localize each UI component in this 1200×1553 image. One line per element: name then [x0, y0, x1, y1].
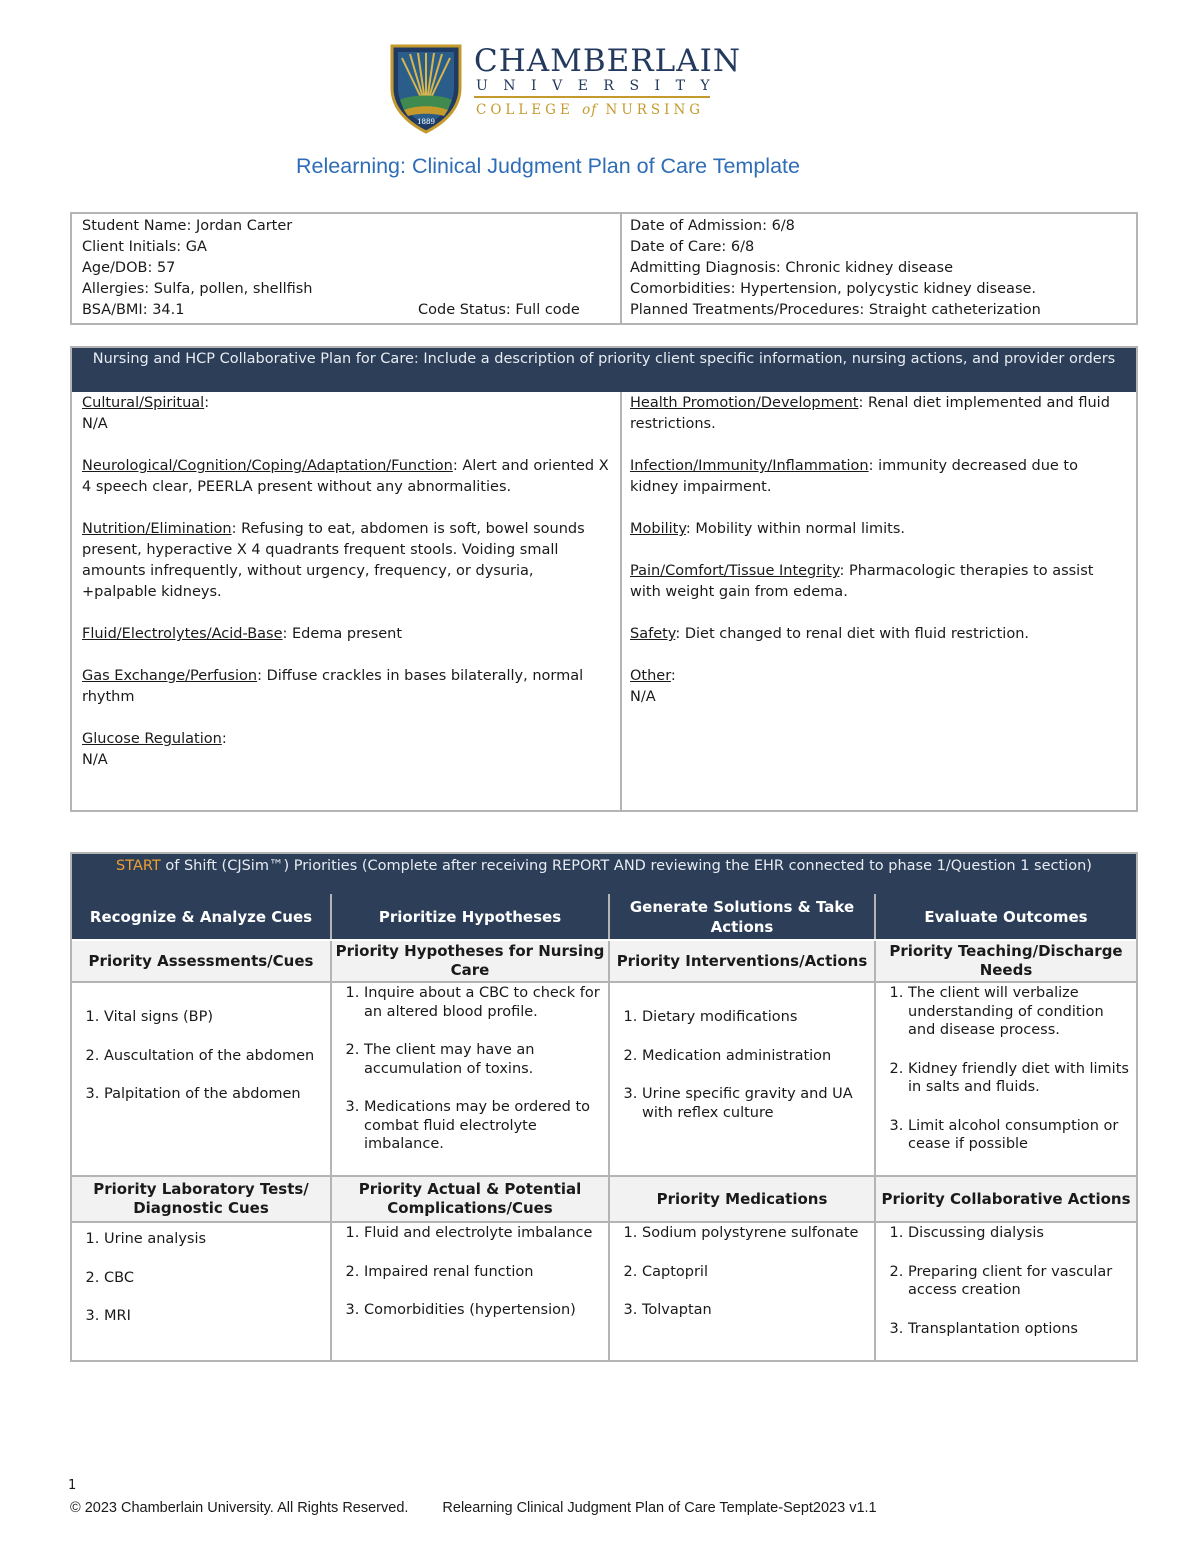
list-item: 3. Transplantation options — [908, 1320, 1130, 1339]
crest-year: 1889 — [417, 118, 435, 126]
client-info-right — [620, 214, 1136, 323]
section-colon: : — [868, 458, 874, 474]
section-text: N/A — [82, 752, 108, 768]
section-colon: : — [231, 521, 237, 537]
numbered-list — [332, 984, 602, 1154]
left-section-1 — [82, 456, 612, 498]
list-item: 1. Fluid and electrolyte imbalance — [364, 1224, 602, 1243]
list-item: 2. Kidney friendly diet with limits in salts and fluids. — [908, 1060, 1130, 1097]
section-text: Renal diet implemented and fluid restrictions. — [630, 395, 1110, 432]
generate-list — [610, 1222, 874, 1360]
left-section-2 — [82, 519, 612, 603]
prioritize-subheader-1: Priority Hypotheses for Nursing Care — [332, 940, 608, 982]
left-section-3 — [82, 624, 612, 645]
shield-crest-icon — [390, 44, 462, 134]
right-section-5 — [630, 666, 1128, 708]
row-divider — [72, 981, 1136, 983]
list-item: 3. MRI — [104, 1307, 324, 1326]
section-colon: : — [839, 563, 845, 579]
list-item: 3. Palpitation of the abdomen — [104, 1085, 324, 1104]
client-initials: Client Initials: GA — [82, 239, 207, 255]
numbered-list — [610, 1008, 868, 1122]
section-label: Other — [630, 668, 671, 684]
date-of-admission: Date of Admission: 6/8 — [630, 218, 795, 234]
list-item: 3. Tolvaptan — [642, 1301, 868, 1320]
section-text: N/A — [630, 689, 656, 705]
priorities-table — [70, 852, 1138, 1362]
start-label: START — [116, 858, 161, 874]
numbered-list — [876, 1224, 1130, 1338]
evaluate-subheader-2: Priority Collaborative Actions — [876, 1176, 1136, 1222]
section-text: Mobility within normal limits. — [690, 521, 906, 537]
section-colon: : — [257, 668, 262, 684]
footer — [70, 1500, 877, 1516]
right-section-4 — [630, 624, 1128, 645]
allergies: Allergies: Sulfa, pollen, shellfish — [82, 281, 313, 297]
list-item: 3. Medications may be ordered to combat fluid electrolyte imbalance. — [364, 1098, 602, 1154]
collaborative-plan-table — [70, 346, 1138, 812]
column-divider — [608, 894, 610, 1360]
section-colon: : — [452, 458, 458, 474]
list-item: 2. Captopril — [642, 1263, 868, 1282]
generate-subheader-1: Priority Interventions/Actions — [610, 940, 874, 982]
left-section-5 — [82, 729, 612, 771]
collaborative-plan-header: Nursing and HCP Collaborative Plan for Care: Include a description of priority client specific information, nursing actions, and provider orders — [72, 348, 1136, 392]
section-colon: : — [858, 395, 864, 411]
left-section-4 — [82, 666, 612, 708]
section-colon: : — [204, 395, 210, 411]
generate-column-header: Generate Solutions & Take Actions — [610, 894, 874, 940]
university-logo — [390, 43, 741, 136]
left-section-0 — [82, 393, 612, 435]
document-name: Relearning Clinical Judgment Plan of Care Template-Sept2023 v1.1 — [442, 1500, 877, 1516]
section-label: Fluid/Electrolytes/Acid-Base — [82, 626, 283, 642]
list-item: 3. Comorbidities (hypertension) — [364, 1301, 602, 1320]
section-label: Health Promotion/Development — [630, 395, 859, 411]
section-colon: : — [282, 626, 288, 642]
list-item: 2. Auscultation of the abdomen — [104, 1047, 324, 1066]
numbered-list — [72, 1230, 324, 1326]
numbered-list — [72, 1008, 324, 1104]
numbered-list — [332, 1224, 602, 1320]
right-section-2 — [630, 519, 1128, 540]
logo-university: UNIVERSITY — [476, 78, 726, 94]
section-text: N/A — [82, 416, 108, 432]
right-section-3 — [630, 561, 1128, 603]
row-divider — [72, 1175, 1136, 1177]
section-label: Safety — [630, 626, 676, 642]
section-label: Mobility — [630, 521, 686, 537]
priorities-header — [72, 854, 1136, 894]
recognize-subheader-2: Priority Laboratory Tests/ Diagnostic Cues — [72, 1176, 330, 1222]
section-text: immunity decreased due to kidney impairment. — [630, 458, 1078, 495]
recognize-subheader-1: Priority Assessments/Cues — [72, 940, 330, 982]
list-item: 1. Sodium polystyrene sulfonate — [642, 1224, 868, 1243]
section-text: Edema present — [287, 626, 403, 642]
list-item: 1. The client will verbalize understanding of condition and disease process. — [908, 984, 1130, 1040]
list-item: 1. Inquire about a CBC to check for an altered blood profile. — [364, 984, 602, 1021]
age-dob: Age/DOB: 57 — [82, 260, 176, 276]
prioritize-list — [332, 1222, 608, 1360]
list-item: 1. Dietary modifications — [642, 1008, 868, 1027]
section-label: Infection/Immunity/Inflammation — [630, 458, 869, 474]
evaluate-column-header: Evaluate Outcomes — [876, 894, 1136, 940]
logo-divider — [474, 96, 710, 98]
column-divider — [874, 894, 876, 1360]
collaborative-plan-right — [620, 392, 1136, 810]
section-colon: : — [685, 521, 691, 537]
section-label: Nutrition/Elimination — [82, 521, 232, 537]
bsa-bmi: BSA/BMI: 34.1 — [82, 302, 185, 318]
bsa-bmi-row — [82, 300, 620, 321]
copyright: © 2023 Chamberlain University. All Rights Reserved. — [70, 1500, 409, 1516]
priorities-header-text: of Shift (CJSim™) Priorities (Complete after receiving REPORT AND reviewing the EHR connected to phase 1/Question 1 section) — [160, 858, 1092, 874]
evaluate-list — [876, 1222, 1136, 1360]
section-text: Refusing to eat, abdomen is soft, bowel sounds present, hyperactive X 4 quadrants frequent stools. Voiding small amounts infrequently, without urgency, frequency, or dysuria, +palpable kidneys. — [82, 521, 585, 600]
list-item: 2. Medication administration — [642, 1047, 868, 1066]
date-of-care: Date of Care: 6/8 — [630, 239, 755, 255]
generate-list — [610, 982, 874, 1176]
recognize-list — [72, 1222, 330, 1360]
right-section-0 — [630, 393, 1128, 435]
section-colon: : — [675, 626, 681, 642]
prioritize-subheader-2: Priority Actual & Potential Complications/Cues — [332, 1176, 608, 1222]
section-label: Cultural/Spiritual — [82, 395, 205, 411]
section-text: Diffuse crackles in bases bilaterally, normal rhythm — [82, 668, 584, 705]
list-item: 3. Urine specific gravity and UA with reflex culture — [642, 1085, 868, 1122]
page-title: Relearning: Clinical Judgment Plan of Care Template — [296, 154, 800, 178]
comorbidities: Comorbidities: Hypertension, polycystic kidney disease. — [630, 281, 1037, 297]
collaborative-plan-left — [72, 392, 620, 810]
student-name: Student Name: Jordan Carter — [82, 218, 293, 234]
list-item: 1. Discussing dialysis — [908, 1224, 1130, 1243]
client-info-left — [72, 214, 620, 323]
list-item: 3. Limit alcohol consumption or cease if possible — [908, 1117, 1130, 1154]
evaluate-subheader-1: Priority Teaching/Discharge Needs — [876, 940, 1136, 982]
list-item: 2. Preparing client for vascular access creation — [908, 1263, 1130, 1300]
list-item: 1. Urine analysis — [104, 1230, 324, 1249]
section-label: Glucose Regulation — [82, 731, 222, 747]
row-divider — [72, 939, 1136, 941]
evaluate-list — [876, 982, 1136, 1176]
recognize-column-header: Recognize & Analyze Cues — [72, 894, 330, 940]
recognize-list — [72, 982, 330, 1176]
section-text: Alert and oriented X 4 speech clear, PEERLA present without any abnormalities. — [82, 458, 609, 495]
right-section-1 — [630, 456, 1128, 498]
column-divider — [330, 894, 332, 1360]
row-divider — [72, 1221, 1136, 1223]
section-label: Gas Exchange/Perfusion — [82, 668, 258, 684]
numbered-list — [610, 1224, 868, 1320]
list-item: 1. Vital signs (BP) — [104, 1008, 324, 1027]
section-colon: : — [670, 668, 676, 684]
logo-name: CHAMBERLAIN — [474, 43, 741, 79]
logo-college: COLLEGE of NURSING — [476, 102, 705, 118]
client-info-table — [70, 212, 1138, 325]
page-number: 1 — [68, 1478, 77, 1493]
section-text: Diet changed to renal diet with fluid restriction. — [680, 626, 1029, 642]
prioritize-column-header: Prioritize Hypotheses — [332, 894, 608, 940]
admitting-diagnosis: Admitting Diagnosis: Chronic kidney disease — [630, 260, 954, 276]
section-text: Pharmacologic therapies to assist with weight gain from edema. — [630, 563, 1094, 600]
planned-treatments: Planned Treatments/Procedures: Straight catheterization — [630, 302, 1041, 318]
section-colon: : — [221, 731, 227, 747]
section-label: Pain/Comfort/Tissue Integrity — [630, 563, 840, 579]
code-status: Code Status: Full code — [418, 302, 580, 318]
list-item: 2. The client may have an accumulation of toxins. — [364, 1041, 602, 1078]
list-item: 2. Impaired renal function — [364, 1263, 602, 1282]
numbered-list — [876, 984, 1130, 1154]
prioritize-list — [332, 982, 608, 1176]
generate-subheader-2: Priority Medications — [610, 1176, 874, 1222]
section-label: Neurological/Cognition/Coping/Adaptation/Function — [82, 458, 453, 474]
list-item: 2. CBC — [104, 1269, 324, 1288]
